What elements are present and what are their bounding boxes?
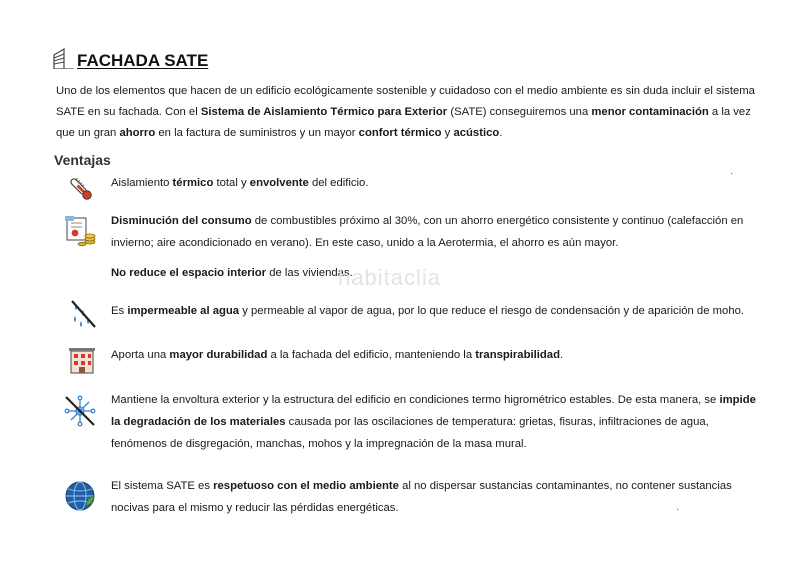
ventaja-text-segment: térmico bbox=[172, 177, 214, 189]
ventaja-text-segment: a la fachada del edificio, manteniendo la bbox=[267, 349, 476, 361]
building-stripes-icon bbox=[52, 47, 74, 69]
ventaja-medio-ambiente bbox=[111, 475, 761, 519]
ventajas-heading: Ventajas bbox=[54, 152, 111, 168]
intro-segment: confort térmico bbox=[358, 127, 442, 139]
ventaja-text-segment: mayor durabilidad bbox=[169, 349, 268, 361]
ventaja-consumo bbox=[111, 210, 761, 254]
eco-globe-icon bbox=[62, 478, 98, 514]
ventaja-text-segment: del edificio. bbox=[308, 177, 369, 189]
ventaja-text-segment: impermeable al agua bbox=[127, 305, 240, 317]
ventaja-text-segment: respetuoso con el medio ambiente bbox=[213, 480, 399, 492]
ventaja-text-segment: al no dispersar sustancias contaminantes, no contener sustancias nocivas para el mismo y reducir las pérdidas energéticas. bbox=[111, 480, 732, 514]
ventaja-text-segment: Es bbox=[111, 305, 128, 317]
intro-segment: menor contaminación bbox=[591, 106, 709, 118]
ventaja-text-segment: Mantiene la envoltura exterior y la estructura del edificio en condiciones termo higrométrico estables. De esta manera, se bbox=[111, 394, 720, 406]
ventaja-text-segment: de las viviendas. bbox=[266, 267, 353, 279]
intro-segment: en la factura de suministros y un mayor bbox=[155, 127, 359, 139]
no-rain-icon bbox=[68, 298, 98, 330]
building-facade-icon bbox=[68, 345, 100, 377]
scan-mark: · bbox=[730, 168, 734, 179]
intro-segment: acústico bbox=[453, 127, 500, 139]
ventaja-espacio bbox=[111, 262, 761, 284]
ventaja-degradacion bbox=[111, 389, 761, 455]
ventaja-text-segment: No reduce el espacio interior bbox=[111, 267, 267, 279]
intro-paragraph bbox=[56, 81, 760, 144]
ventaja-durabilidad bbox=[111, 344, 761, 366]
intro-segment: Sistema de Aislamiento Térmico para Exterior bbox=[200, 106, 448, 118]
thermometer-icon bbox=[66, 174, 96, 204]
ventaja-text-segment: y permeable al vapor de agua, por lo que reduce el riesgo de condensación y de aparición de moho. bbox=[239, 305, 745, 317]
ventaja-text-segment: Aislamiento bbox=[111, 177, 173, 189]
ventaja-impermeable bbox=[111, 300, 761, 322]
no-humidity-icon bbox=[62, 393, 98, 429]
energy-savings-icon bbox=[62, 214, 98, 248]
intro-segment: Uno de los elementos que hacen de un edificio ecológicamente sostenible y cuidadoso con el medio ambiente es sin duda incluir el sistema SATE en su fachada. Con el bbox=[56, 85, 755, 118]
ventaja-text-segment: Aporta una bbox=[111, 349, 170, 361]
ventaja-text-segment: total y bbox=[213, 177, 250, 189]
ventaja-text-segment: causada por las oscilaciones de temperatura: grietas, fisuras, infiltraciones de agua, fenómenos de disgregación, manchas, mohos y la impregnación de la masa mural. bbox=[111, 416, 709, 450]
ventaja-text-segment: envolvente bbox=[249, 177, 309, 189]
watermark: habitaclia bbox=[338, 265, 441, 290]
ventaja-text-segment: transpirabilidad bbox=[475, 349, 560, 361]
intro-segment: (SATE) conseguiremos una bbox=[447, 106, 592, 118]
intro-segment: a la vez que un gran bbox=[56, 106, 751, 139]
ventaja-text-segment: . bbox=[560, 349, 564, 361]
ventaja-text-segment: El sistema SATE es bbox=[111, 480, 214, 492]
ventaja-text-segment: impide la degradación de los materiales bbox=[111, 394, 756, 428]
ventaja-text-segment: Disminución del consumo bbox=[111, 215, 252, 227]
scan-mark: · bbox=[676, 504, 680, 515]
intro-segment: . bbox=[499, 127, 503, 139]
ventaja-aislamiento bbox=[111, 172, 761, 194]
ventaja-text-segment: de combustibles próximo al 30%, con un ahorro energético consistente y continuo (calefacción en invierno; aire acondicionado en verano). En este caso, unido a la Aerotermia, el ahorro es aún mayor. bbox=[111, 215, 744, 249]
intro-segment: y bbox=[441, 127, 454, 139]
intro-segment: ahorro bbox=[119, 127, 156, 139]
page-title: FACHADA SATE bbox=[77, 51, 209, 70]
